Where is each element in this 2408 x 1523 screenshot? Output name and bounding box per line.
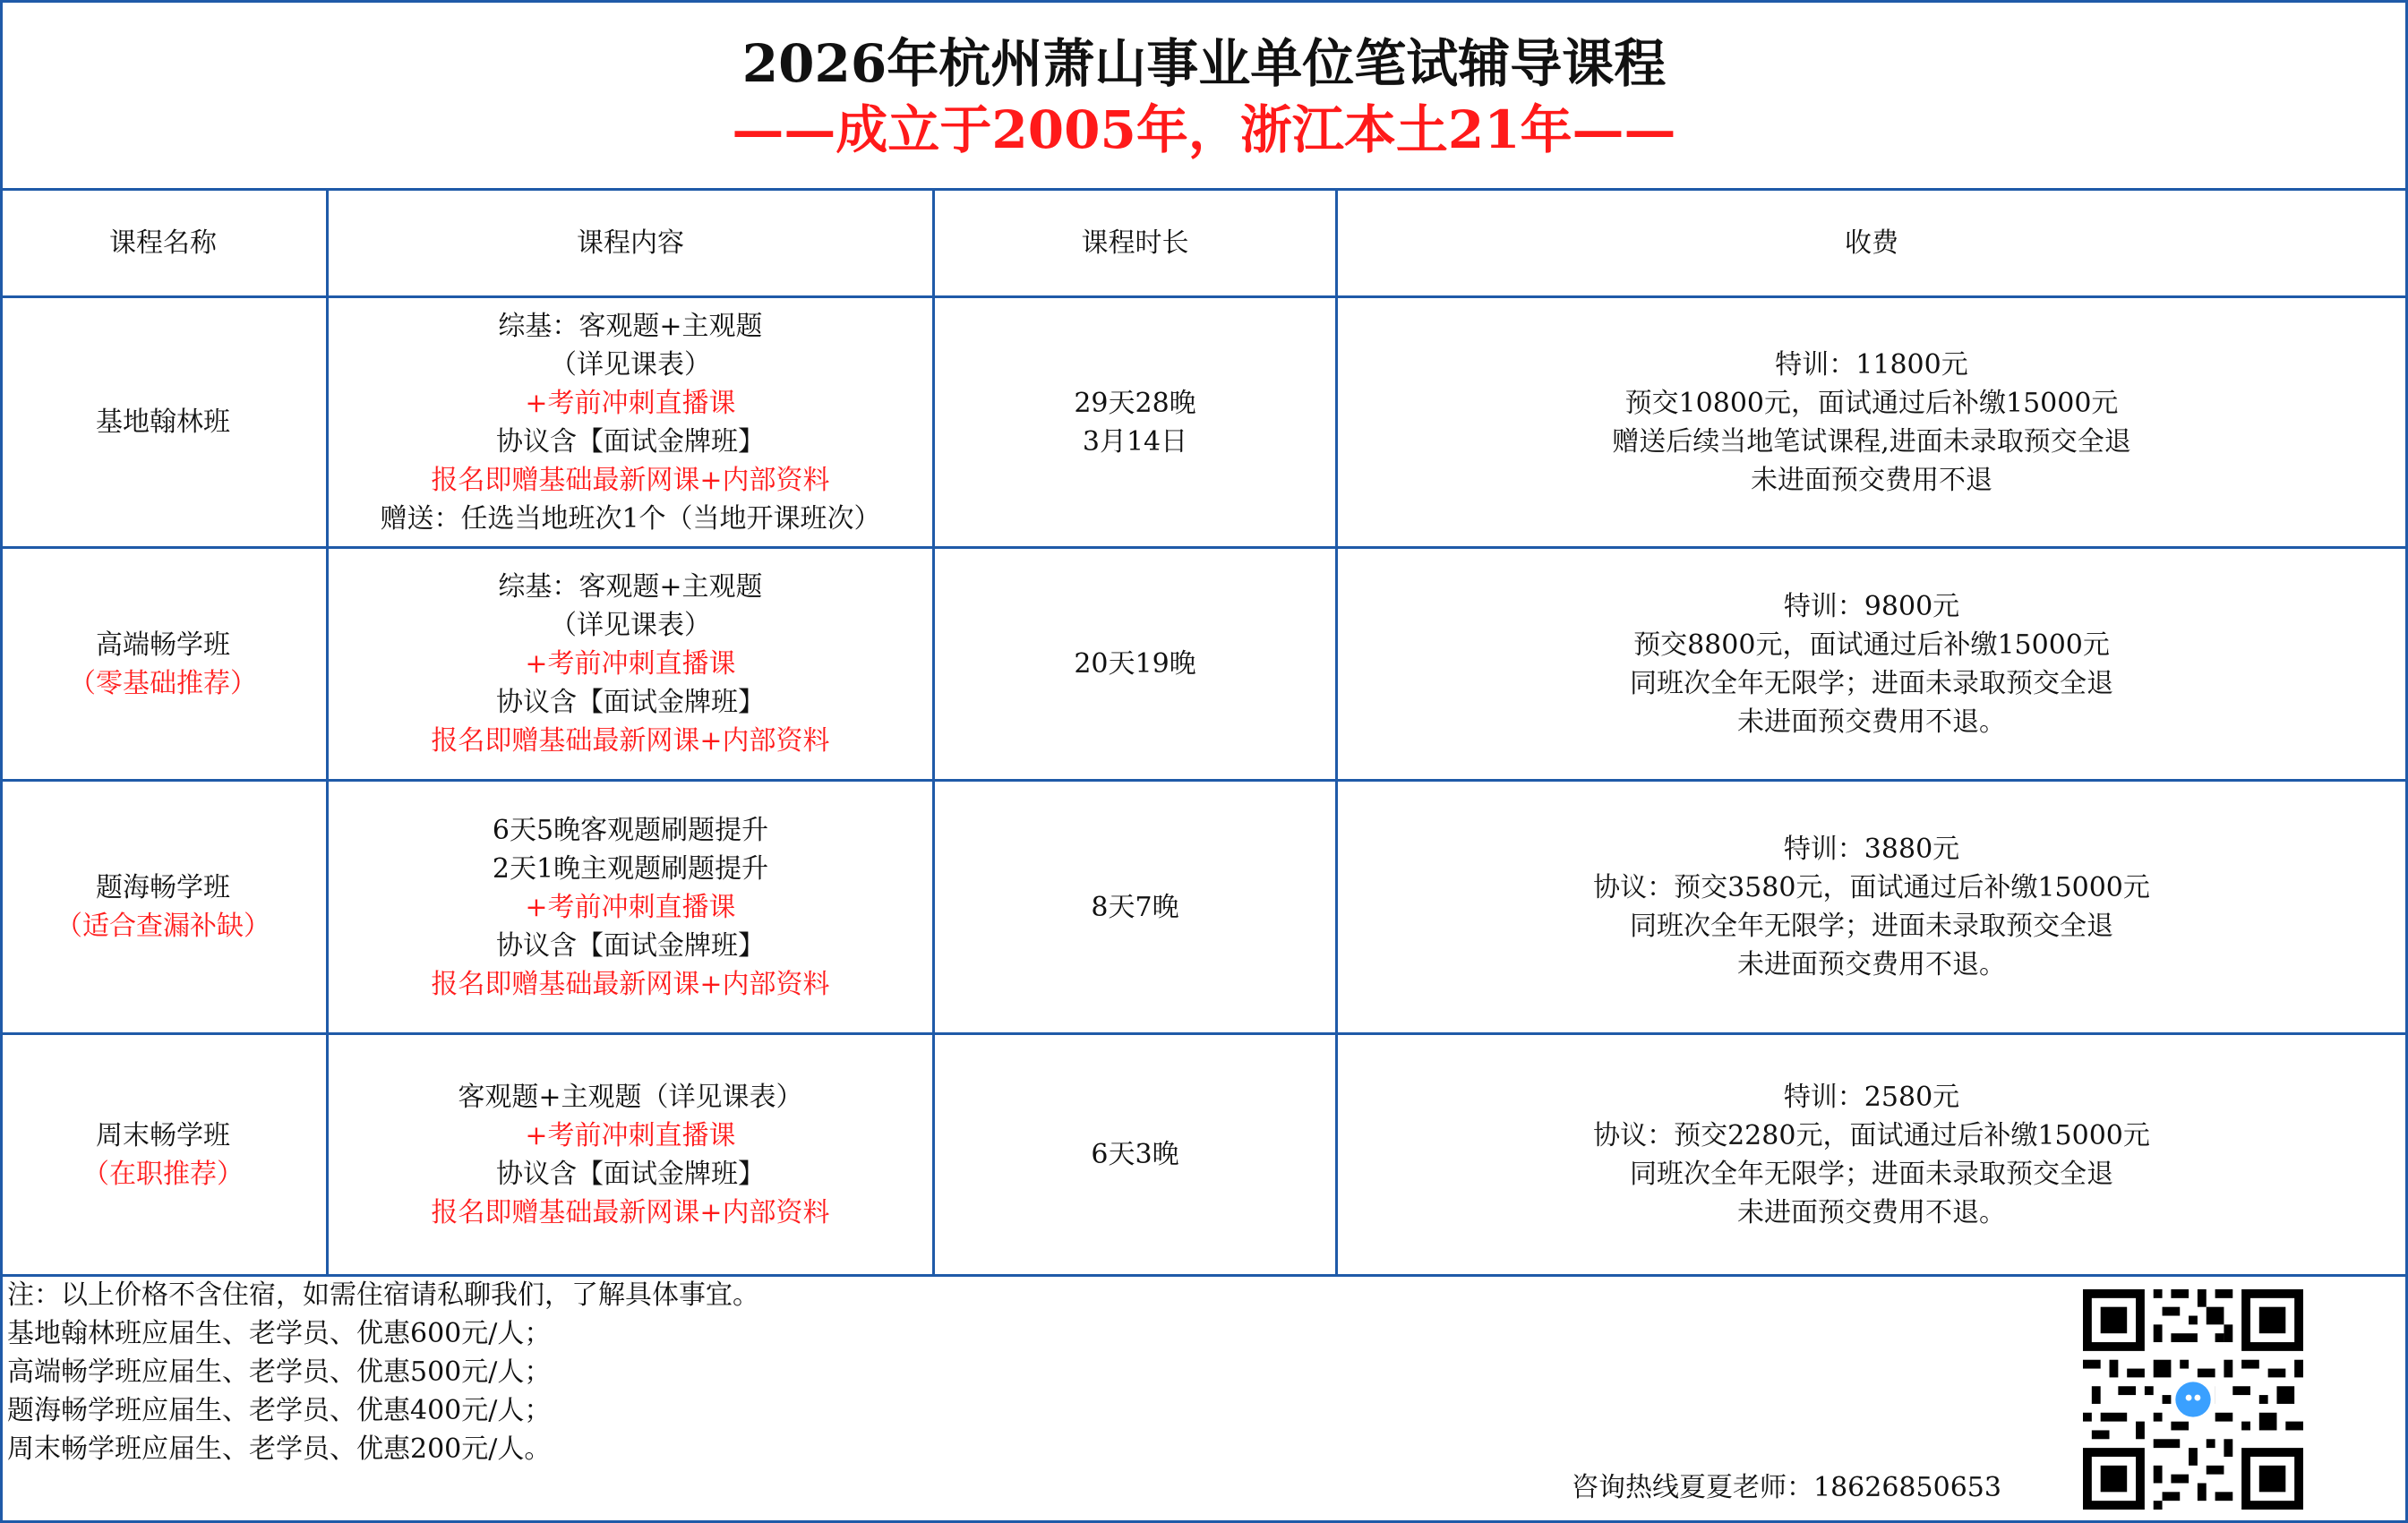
header-course-duration xyxy=(935,191,1335,295)
title-area xyxy=(0,0,2408,188)
page-title: 2026年杭州萧山事业单位笔试辅导课程 xyxy=(741,33,1667,94)
fee-line: 特训：2580元 xyxy=(1783,1081,1960,1113)
row1-content xyxy=(329,298,932,546)
course-name: 基地翰林班 xyxy=(96,406,230,438)
fee-line: 特训：11800元 xyxy=(1775,348,1968,381)
content-line: 协议含【面试金牌班】 xyxy=(496,425,765,458)
note-line: 基地翰林班应届生、老学员、优惠600元/人； xyxy=(7,1318,552,1349)
note-line: 题海畅学班应届生、老学员、优惠400元/人； xyxy=(7,1395,552,1426)
content-line-highlight: 报名即赠基础最新网课+内部资料 xyxy=(431,725,830,757)
row4-duration xyxy=(935,1035,1335,1274)
fee-line: 协议：预交3580元，面试通过后补缴15000元 xyxy=(1593,872,2150,903)
duration-line: 29天28晚 xyxy=(1074,387,1196,419)
fee-line: 未进面预交费用不退。 xyxy=(1737,949,2006,980)
duration-line: 8天7晚 xyxy=(1091,891,1179,923)
row2-fee xyxy=(1338,549,2405,779)
wechat-qr-code-icon xyxy=(2083,1289,2303,1510)
row2-content xyxy=(329,549,932,779)
content-line: 客观题+主观题（详见课表） xyxy=(458,1081,803,1113)
header-label: 收费 xyxy=(1845,227,1898,259)
fee-line: 同班次全年无限学；进面未录取预交全退 xyxy=(1630,1158,2113,1190)
course-name: 高端畅学班 xyxy=(96,629,230,661)
content-line: 赠送：任选当地班次1个（当地开课班次） xyxy=(380,502,881,535)
course-recommendation: （在职推荐） xyxy=(82,1158,244,1190)
fee-line: 特训：9800元 xyxy=(1783,590,1960,622)
row1-fee xyxy=(1338,298,2405,546)
header-label: 课程时长 xyxy=(1081,227,1189,259)
content-line: 协议含【面试金牌班】 xyxy=(496,1158,765,1190)
row3-duration xyxy=(935,782,1335,1032)
course-name: 周末畅学班 xyxy=(96,1119,230,1151)
note-line: 高端畅学班应届生、老学员、优惠500元/人； xyxy=(7,1356,552,1388)
note-line: 注：以上价格不含住宿，如需住宿请私聊我们，了解具体事宜。 xyxy=(7,1279,759,1311)
row3-name xyxy=(0,782,326,1032)
duration-line: 3月14日 xyxy=(1082,425,1188,458)
contact-hotline: 咨询热线夏夏老师：18626850653 xyxy=(1572,1472,2001,1503)
row1-name xyxy=(0,298,326,546)
content-line-highlight: +考前冲刺直播课 xyxy=(525,648,736,680)
row4-content xyxy=(329,1035,932,1274)
duration-line: 6天3晚 xyxy=(1091,1139,1179,1170)
content-line: 2天1晚主观题刷题提升 xyxy=(492,852,769,885)
fee-line: 预交10800元，面试通过后补缴15000元 xyxy=(1624,387,2119,419)
content-line-highlight: +考前冲刺直播课 xyxy=(525,891,736,923)
fee-line: 同班次全年无限学；进面未录取预交全退 xyxy=(1630,667,2113,699)
content-line-highlight: 报名即赠基础最新网课+内部资料 xyxy=(431,1196,830,1228)
content-line-highlight: +考前冲刺直播课 xyxy=(525,387,736,419)
fee-line: 预交8800元，面试通过后补缴15000元 xyxy=(1633,629,2110,661)
fee-line: 未进面预交费用不退。 xyxy=(1737,706,2006,738)
page-subtitle: ——成立于2005年，浙江本土21年—— xyxy=(732,99,1676,160)
fee-line: 未进面预交费用不退。 xyxy=(1737,1196,2006,1228)
row2-duration xyxy=(935,549,1335,779)
header-label: 课程名称 xyxy=(109,227,217,259)
course-name: 题海畅学班 xyxy=(96,872,230,903)
header-fee xyxy=(1338,191,2405,295)
row4-fee xyxy=(1338,1035,2405,1274)
note-line: 周末畅学班应届生、老学员、优惠200元/人。 xyxy=(7,1433,552,1465)
row1-duration xyxy=(935,298,1335,546)
footer-notes xyxy=(7,1276,759,1468)
content-line: 综基：客观题+主观题 xyxy=(498,310,763,342)
course-recommendation: （适合查漏补缺） xyxy=(56,911,270,942)
content-line: 协议含【面试金牌班】 xyxy=(496,929,765,962)
fee-line: 赠送后续当地笔试课程,进面未录取预交全退 xyxy=(1612,425,2131,458)
header-label: 课程内容 xyxy=(577,227,684,259)
content-line-highlight: 报名即赠基础最新网课+内部资料 xyxy=(431,968,830,1000)
content-line-highlight: +考前冲刺直播课 xyxy=(525,1119,736,1151)
row3-fee xyxy=(1338,782,2405,1032)
content-line: （详见课表） xyxy=(550,610,711,641)
row2-name xyxy=(0,549,326,779)
row3-content xyxy=(329,782,932,1032)
content-line: 6天5晚客观题刷题提升 xyxy=(492,814,769,846)
content-line: （详见课表） xyxy=(550,348,711,381)
fee-line: 特训：3880元 xyxy=(1783,834,1960,865)
duration-line: 20天19晚 xyxy=(1074,648,1196,680)
header-course-content xyxy=(329,191,932,295)
fee-line: 未进面预交费用不退 xyxy=(1751,464,1992,496)
fee-line: 同班次全年无限学；进面未录取预交全退 xyxy=(1630,911,2113,942)
content-line: 综基：客观题+主观题 xyxy=(498,571,763,603)
content-line: 协议含【面试金牌班】 xyxy=(496,687,765,718)
header-course-name xyxy=(0,191,326,295)
course-recommendation: （零基础推荐） xyxy=(69,667,257,699)
content-line-highlight: 报名即赠基础最新网课+内部资料 xyxy=(431,464,830,496)
fee-line: 协议：预交2280元，面试通过后补缴15000元 xyxy=(1593,1119,2150,1151)
row4-name xyxy=(0,1035,326,1274)
